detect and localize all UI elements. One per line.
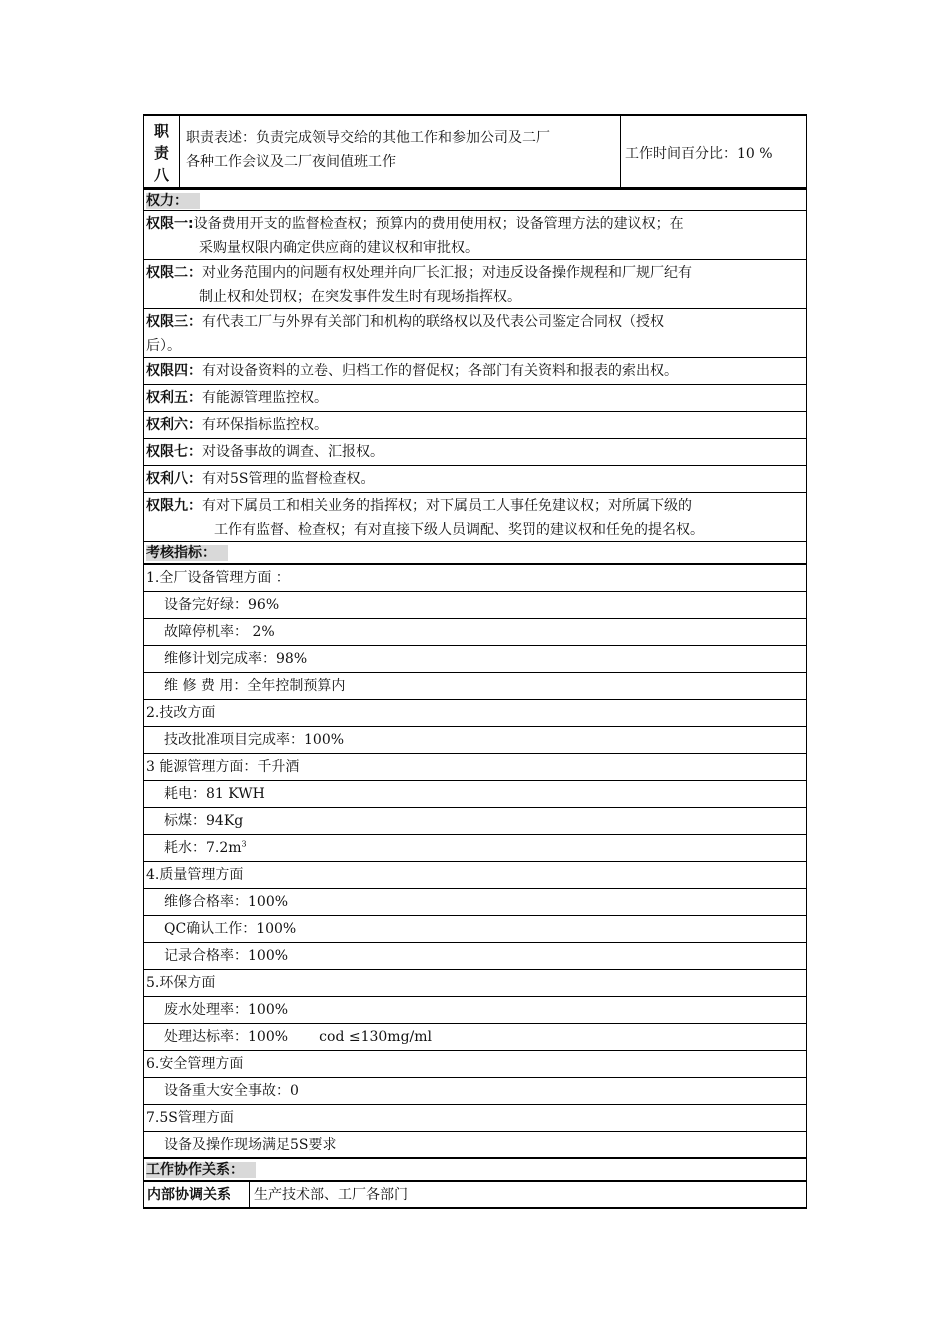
duty-row bbox=[143, 114, 807, 188]
power-text: 对设备事故的调查、汇报权。 bbox=[202, 444, 384, 460]
power-text-cont: 工作有监督、检查权；有对直接下级人员调配、奖罚的建议权和任免的提名权。 bbox=[214, 522, 704, 538]
kpi-item: 设备及操作现场满足5S要求 bbox=[143, 1132, 807, 1159]
cooperation-heading bbox=[143, 1159, 807, 1182]
internal-relations-value: 生产技术部、工厂各部门 bbox=[254, 1187, 408, 1203]
power-item bbox=[143, 466, 807, 493]
duty-description-line: 职责表述：负责完成领导交给的其他工作和参加公司及二厂 bbox=[186, 130, 550, 146]
power-text: 有环保指标监控权。 bbox=[202, 417, 328, 433]
power-text: 有代表工厂与外界有关部门和机构的联络权以及代表公司鉴定合同权（授权 bbox=[202, 314, 664, 330]
kpi-item: 标煤：94Kg bbox=[143, 808, 807, 835]
power-text: 有对设备资料的立卷、归档工作的督促权；各部门有关资料和报表的索出权。 bbox=[202, 363, 678, 379]
kpi-item: 耗电：81 KWH bbox=[143, 781, 807, 808]
power-text-cont: 采购量权限内确定供应商的建议权和审批权。 bbox=[199, 240, 479, 256]
kpi-item: 设备重大安全事故：0 bbox=[143, 1078, 807, 1105]
power-item bbox=[143, 493, 807, 542]
kpi-category: 4.质量管理方面 bbox=[143, 862, 807, 889]
kpi-category: 1.全厂设备管理方面 ： bbox=[143, 565, 807, 592]
power-text-cont: 制止权和处罚权；在突发事件发生时有现场指挥权。 bbox=[199, 289, 521, 305]
power-key: 权限三： bbox=[146, 314, 202, 330]
kpi-item-water bbox=[143, 835, 807, 862]
power-key: 权限二： bbox=[146, 265, 202, 281]
power-item bbox=[143, 412, 807, 439]
power-item bbox=[143, 385, 807, 412]
power-key: 权利六： bbox=[146, 417, 202, 433]
power-key: 权限四： bbox=[146, 363, 202, 379]
kpi-item: 维 修 费 用：全年控制预算内 bbox=[143, 673, 807, 700]
power-item bbox=[143, 260, 807, 309]
kpi-heading bbox=[143, 542, 807, 565]
kpi-item: 维修计划完成率：98% bbox=[143, 646, 807, 673]
kpi-item: 设备完好绿：96% bbox=[143, 592, 807, 619]
kpi-item-text: 耗水：7.2m bbox=[164, 840, 242, 856]
power-item bbox=[143, 211, 807, 260]
duty-number-char: 责 bbox=[153, 144, 169, 162]
duty-number-char: 职 bbox=[153, 122, 169, 140]
kpi-heading-label: 考核指标： bbox=[146, 545, 228, 561]
kpi-item: 废水处理率：100% bbox=[143, 997, 807, 1024]
internal-relations-key: 内部协调关系 bbox=[144, 1182, 250, 1207]
internal-relations-row bbox=[143, 1182, 807, 1209]
power-text: 有对下属员工和相关业务的指挥权；对下属员工人事任免建议权；对所属下级的 bbox=[202, 498, 692, 514]
kpi-item: 维修合格率：100% bbox=[143, 889, 807, 916]
powers-heading bbox=[143, 188, 807, 211]
power-item bbox=[143, 309, 807, 358]
duty-number bbox=[144, 116, 180, 187]
power-key: 权限七： bbox=[146, 444, 202, 460]
duty-description bbox=[180, 116, 621, 187]
job-description-table bbox=[143, 114, 807, 1209]
kpi-item: 技改批准项目完成率：100% bbox=[143, 727, 807, 754]
power-text: 对业务范围内的问题有权处理并向厂长汇报；对违反设备操作规程和厂规厂纪有 bbox=[202, 265, 692, 281]
kpi-category: 6.安全管理方面 bbox=[143, 1051, 807, 1078]
kpi-category: 3 能源管理方面：千升酒 bbox=[143, 754, 807, 781]
duty-time-percent: 工作时间百分比：10 % bbox=[625, 146, 773, 162]
cooperation-heading-label: 工作协作关系： bbox=[146, 1162, 256, 1178]
power-key: 权利五： bbox=[146, 390, 202, 406]
unit-superscript: 3 bbox=[241, 839, 247, 849]
power-key: 权限九： bbox=[146, 498, 202, 514]
power-text: 设备费用开支的监督检查权；预算内的费用使用权；设备管理方法的建议权；在 bbox=[193, 216, 684, 232]
powers-heading-label: 权力： bbox=[146, 193, 200, 209]
power-text: 有对5S管理的监督检查权。 bbox=[202, 471, 375, 487]
kpi-category: 7.5S管理方面 bbox=[143, 1105, 807, 1132]
kpi-item: QC确认工作：100% bbox=[143, 916, 807, 943]
kpi-item: 处理达标率：100% cod ≤130mg/ml bbox=[143, 1024, 807, 1051]
kpi-item: 故障停机率： 2% bbox=[143, 619, 807, 646]
power-item bbox=[143, 439, 807, 466]
kpi-item: 记录合格率：100% bbox=[143, 943, 807, 970]
power-key: 权限一: bbox=[146, 216, 194, 232]
kpi-category: 2.技改方面 bbox=[143, 700, 807, 727]
duty-description-line: 各种工作会议及二厂夜间值班工作 bbox=[186, 154, 396, 170]
power-item bbox=[143, 358, 807, 385]
kpi-category: 5.环保方面 bbox=[143, 970, 807, 997]
power-text-cont: 后）。 bbox=[146, 338, 181, 354]
duty-number-char: 八 bbox=[153, 166, 169, 184]
power-key: 权利八： bbox=[146, 471, 202, 487]
power-text: 有能源管理监控权。 bbox=[202, 390, 328, 406]
